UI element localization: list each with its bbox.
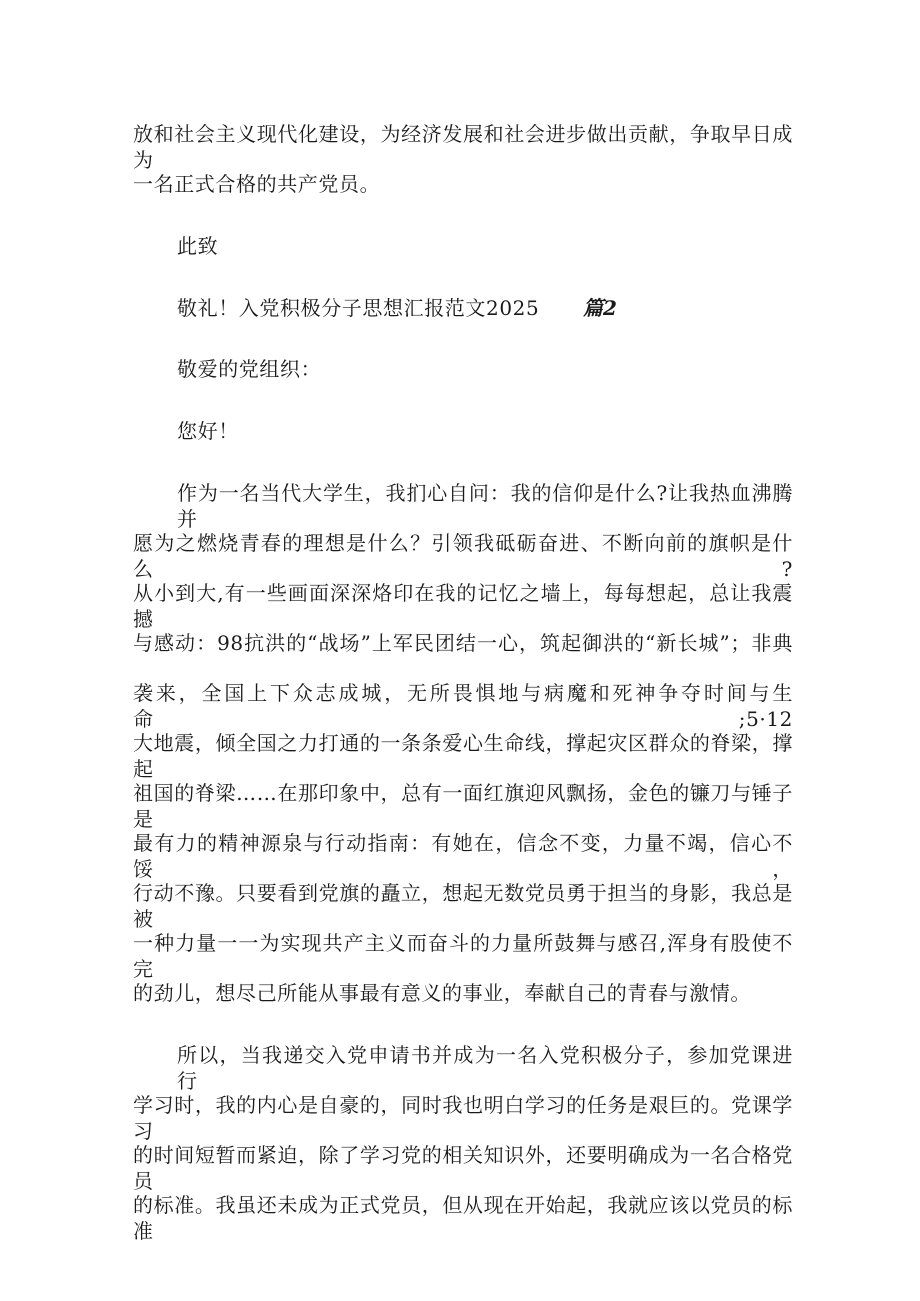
paragraph-2-line-2: 学习时，我的内心是自豪的，同时我也明白学习的任务是艰巨的。党课学习 bbox=[133, 1093, 793, 1143]
paragraph-1-line-2: 愿为之燃烧青春的理想是什么？引领我砥砺奋进、不断向前的旗帜是什么? bbox=[133, 531, 793, 581]
paragraph-1-line-10: 一种力量一一为实现共产主义而奋斗的力量所鼓舞与感召,浑身有股使不完 bbox=[133, 931, 793, 981]
paragraph-1-line-5: 袭来，全国上下众志成城，无所畏惧地与病魔和死神争夺时间与生命;5·12 bbox=[133, 681, 793, 731]
paragraph-2-line-4: 的标准。我虽还未成为正式党员，但从现在开始起，我就应该以党员的标准 bbox=[133, 1193, 793, 1243]
paragraph-1-line-3: 从小到大,有一些画面深深烙印在我的记忆之墙上，每每想起，总让我震撼 bbox=[133, 581, 793, 631]
greeting: 您好！ bbox=[177, 419, 239, 443]
paragraph-1-line-7: 祖国的脊梁……在那印象中，总有一面红旗迎风飘扬，金色的镰刀与锤子是 bbox=[133, 781, 793, 831]
paragraph-1-line-8: 最有力的精神源泉与行动指南：有她在，信念不变，力量不竭，信心不馁， bbox=[133, 831, 793, 881]
closing-ci-zhi: 此致 bbox=[177, 234, 219, 258]
paragraph-1-line-6: 大地震，倾全国之力打通的一条条爱心生命线，撑起灾区群众的脊梁，撑起 bbox=[133, 731, 793, 781]
paragraph-1-line-4: 与感动：98抗洪的“战场”上军民团结一心，筑起御洪的“新长城”；非典 bbox=[133, 631, 793, 655]
paragraph-2-line-3: 的时间短暂而紧迫，除了学习党的相关知识外，还要明确成为一名合格党员 bbox=[133, 1143, 793, 1193]
intro-line-1: 放和社会主义现代化建设，为经济发展和社会进步做出贡献，争取早日成为 bbox=[133, 122, 793, 172]
intro-line-2: 一名正式合格的共产党员。 bbox=[133, 172, 381, 196]
closing-jing-li-heading: 敬礼！入党积极分子思想汇报范文2025 bbox=[177, 296, 540, 320]
paragraph-1-line-11: 的劲儿，想尽己所能从事最有意义的事业，奉献自己的青春与激情。 bbox=[133, 981, 751, 1005]
paragraph-1-line-9: 行动不豫。只要看到党旗的矗立，想起无数党员勇于担当的身影，我总是被 bbox=[133, 881, 793, 931]
section-label: 篇2 bbox=[583, 296, 617, 320]
salutation: 敬爱的党组织： bbox=[177, 357, 322, 381]
paragraph-2-line-1: 所以，当我递交入党申请书并成为一名入党积极分子，参加党课进行 bbox=[177, 1043, 793, 1093]
paragraph-1-line-1: 作为一名当代大学生，我扪心自问：我的信仰是什么?让我热血沸腾并 bbox=[177, 481, 793, 531]
